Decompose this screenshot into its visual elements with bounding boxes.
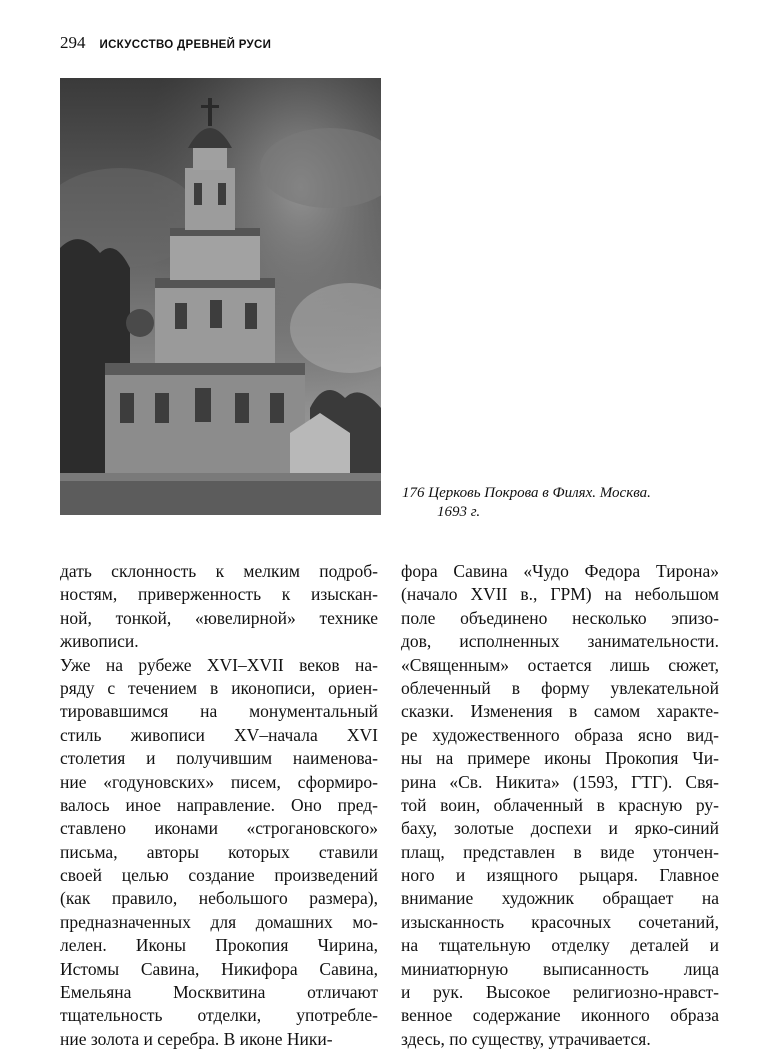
text-line: той воин, облаченный в красную ру- [401,794,719,815]
caption-date: 1693 г. [437,504,481,520]
text-line: миниатюрную выписанность лица [401,958,719,979]
text-line: Емельяна Москвитина отличают [60,982,378,1003]
text-line: здесь, по существу, утрачивается. [401,1028,651,1049]
text-line: письма, авторы которых ставили [60,841,378,862]
text-line: ного и изящного рыцаря. Главное [401,865,719,886]
text-line: Истомы Савина, Никифора Савина, [60,958,378,979]
text-line: «Священным» остается лишь сюжет, [401,654,719,675]
text-line: баху, золотые доспехи и ярко-синий [401,818,719,839]
text-line: предназначенных для домашних мо- [60,911,378,932]
text-line: ставлено иконами «строгановского» [60,818,378,839]
text-line: ностям, приверженность к изыскан- [60,584,378,605]
text-line: фора Савина «Чудо Федора Тирона» [401,561,719,581]
text-line: облеченный в форму увлекательной [401,677,719,698]
text-line: сказки. Изменения в самом характе- [401,701,719,722]
text-line: изысканность красочных сочетаний, [401,911,719,932]
text-column-right [401,560,719,1051]
text-line: плащ, представлен в виде утончен- [401,841,719,862]
text-line: ние золота и серебра. В иконе Ники- [60,1028,333,1049]
church-photo [60,78,381,515]
text-line: и рук. Высокое религиозно-нравст- [401,982,719,1003]
text-line: тщательность отделки, употребле- [60,1005,378,1026]
caption-text: Церковь Покрова в Филях. Москва. [428,485,651,501]
text-line: ны на примере иконы Прокопия Чи- [401,748,719,769]
page-header [60,33,271,53]
text-line: своей целью создание произведений [60,865,378,886]
text-line: ре художественного образа ясно вид- [401,724,719,745]
text-line: рина «Св. Никита» (1593, ГТГ). Свя- [401,771,719,792]
text-line: ряду с течением в иконописи, ориен- [60,677,378,698]
text-line: валось иное направление. Оно пред- [60,794,378,815]
text-line: (начало XVII в., ГРМ) на небольшом [401,584,719,605]
text-line: тировавшимся на монументальный [60,701,378,722]
text-line: на тщательную отделку деталей и [401,935,719,956]
text-line: внимание художник обращает на [401,888,719,909]
text-column-left [60,560,378,1051]
text-line: дать склонность к мелким подроб- [60,561,378,581]
church-photo-image [60,78,381,515]
figure-caption [402,484,742,522]
running-title: ИСКУССТВО ДРЕВНЕЙ РУСИ [99,39,272,51]
text-line: дов, исполненных занимательности. [401,631,719,652]
text-line: столетия и получившим наименова- [60,748,378,769]
text-line: живописи. [60,631,139,652]
text-line: ние «годуновских» писем, сформиро- [60,771,378,792]
text-line: венное содержание иконного образа [401,1005,719,1026]
text-line: лелен. Иконы Прокопия Чирина, [60,935,378,956]
caption-number: 176 [402,485,425,501]
text-line: (как правило, небольшого размера), [60,888,378,909]
text-line: ной, тонкой, «ювелирной» технике [60,607,378,628]
page-number: 294 [60,33,86,52]
text-line: поле объединено несколько эпизо- [401,607,719,628]
text-line: Уже на рубеже XVI–XVII веков на- [60,654,378,675]
text-line: стиль живописи XV–начала XVI [60,724,378,745]
